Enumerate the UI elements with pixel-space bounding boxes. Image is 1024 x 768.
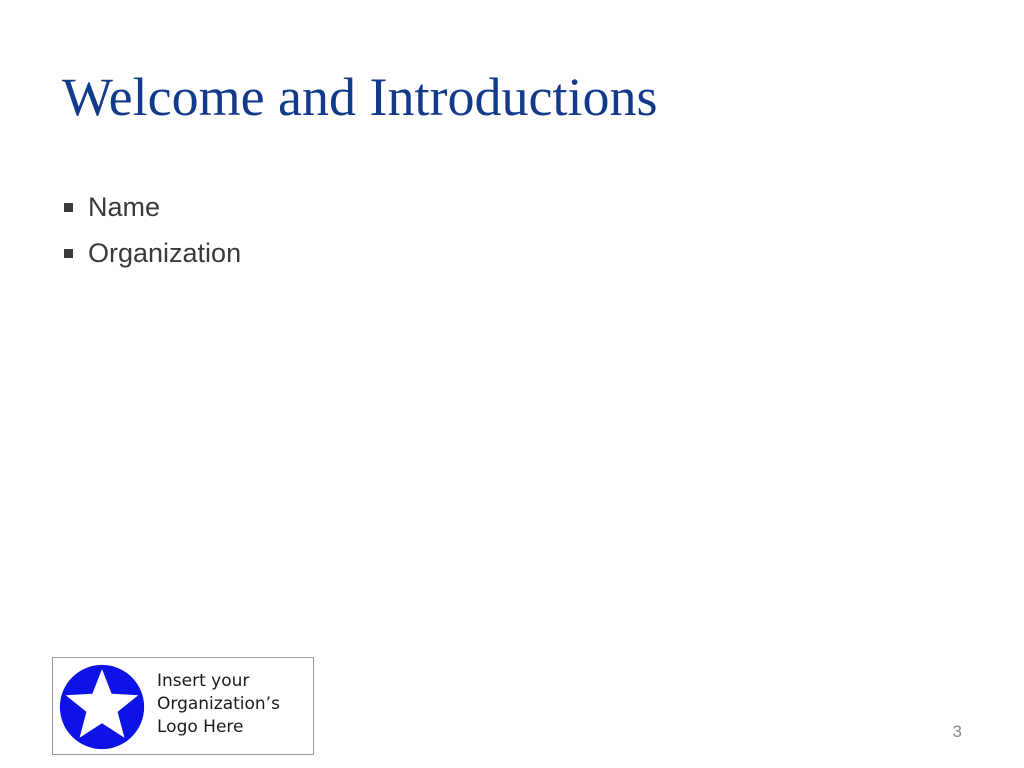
bullet-item-organization xyxy=(64,230,241,276)
star-icon xyxy=(59,664,145,750)
square-bullet-icon xyxy=(64,203,73,212)
logo-text-line: Logo Here xyxy=(157,717,244,737)
bullet-item-name xyxy=(64,184,241,230)
logo-placeholder xyxy=(52,657,314,755)
slide-title: Welcome and Introductions xyxy=(62,67,658,127)
logo-text-line: Organization’s xyxy=(157,694,280,714)
bullet-list xyxy=(64,184,241,276)
bullet-text: Name xyxy=(88,191,161,222)
logo-placeholder-text xyxy=(157,670,311,739)
logo-text-line: Insert your xyxy=(157,671,250,691)
bullet-text: Organization xyxy=(88,237,242,268)
square-bullet-icon xyxy=(64,249,73,258)
slide-number: 3 xyxy=(952,722,962,741)
